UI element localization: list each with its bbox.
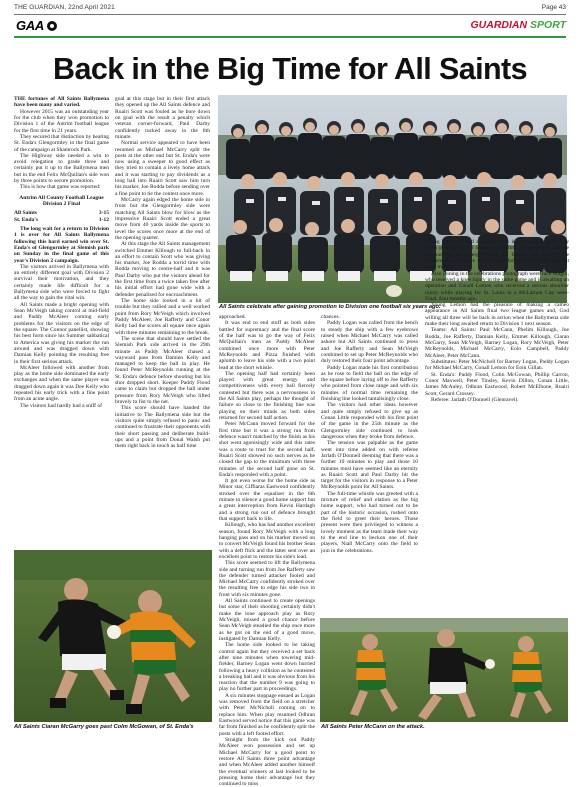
paragraph: The home side looked to be taking control again but they received a set back after nine minutes when towering mid-fielder, Barney Logan went down hurried following a heavy collision as he contested a breaking ball and it was obvious from his reaction that the number 9 was going to play no further part in proceedings.	[219, 642, 315, 693]
gaa-logo-text: GAA	[16, 18, 44, 33]
paragraph: The scene that should have settled the Slemish Park side arrived in the 29th minute as Paddy McAleer chased a wayward pass from Damien Kelly and managed to keep the ball in play. He found Peter McReynolds running at the St. Enda's defence before shooting but his shot dropped short. Keeper Paddy Flood came to claim but dropped the ball under pressure from Rory McVeigh who lifted bravely to fist to the net.	[115, 335, 210, 405]
article-column-1	[14, 96, 109, 548]
gaa-logo	[14, 19, 60, 33]
tackle-photo-image	[14, 550, 212, 722]
page-number: Page 43	[541, 4, 566, 11]
paragraph: This score should have handed the initiative to The Ballymena side but the visitors quite simply refused to panic and continued to frustrate their opponents with their short passing and deliberate build-ups and a point from Donal Walsh put them right back in touch as half time	[115, 405, 210, 450]
paragraph: The visitors arrived in Ballymena with an entirely different goal with Division 2 survival their motivation, and they certainly made life difficult for a Ballymena side who were forced to fight all the way to gain the vital win.	[14, 263, 109, 302]
article-column-3	[219, 314, 315, 787]
tackle-photo-caption: All Saints Ciaran McGarry goes past Colm McGowan, of St. Enda's	[14, 724, 194, 730]
paragraph: Also joining in the celebrations photograph were Jack Magill, who received a knee injury in the same game and is awaiting an operation and Conall Lemon who received a serious shoulder injury while playing for St. Louis in a McLarnon Cup semi-Final, four months ago.	[425, 270, 569, 302]
paragraph: They secured that distinction by beating St. Enda's Glengormley in the final game of the campaign at Shamrock Park.	[14, 133, 109, 153]
paragraph: At this stage the All Saints management switched Emmet Killough to full-back in an effort to contain Scott who was giving his marker, Joe Rodda a torrid time with Rodda moving to centre-half and it was Paul Darby who put the visitors ahead for the first time from a twice taken free after his initial effort had gone wide with a defender penalised for encroachment.	[115, 241, 210, 298]
team-score: 1-12	[98, 216, 109, 223]
football-icon	[47, 21, 57, 31]
paragraph: The visitors had hardly had a sniff of	[20, 402, 103, 409]
article-column-5	[425, 239, 569, 624]
mccann-photo-caption: All Saints Peter McCann on the attack.	[321, 724, 425, 730]
team-list: Teams: All Saints: Paul McCann, Phelim Killough, Joe Rodda, Joe Rafferty, Damian Kelly, Emmet Killough, Ciaran McGarry, Sean McVeigh, Barney Logan, Rory McVeigh, Peter McReynolds, Michael McCarry, Eoin Campbell, Paddy McAleer, Peter McCann.	[425, 327, 569, 359]
section-bar	[14, 19, 566, 35]
paragraph: The opening half had certainly been played with great energy and competitiveness with every ball fiercely contested but there was a nervousness in the All Saints play, perhaps the thought of failure so close to the finishing line was playing on their minds as both sides returned for second half action.	[219, 370, 315, 421]
substitutes-list: Substitutes: Peter McNicholl for Barney Logan, Paddy Logan for Michael McCarry, Conall Lemon for Eoin Gillan.	[425, 358, 569, 372]
paragraph: The home side looked in a bit of trouble but they rallied and a well worked point from Rory McVeigh which involved Paddy McAleer, Joe Rafferty and Conor Kelly had the scores all square once again with three minutes remaining to the break.	[115, 298, 210, 336]
paragraph: McCarry again edged the home side in front but the Glengormley side were matching All Saints blow for blow as the impressive Ruairi Scott ended a great move from 40 yards inside the sports to level the scores once more at the end of the opening quarter.	[115, 197, 210, 241]
paragraph: The tension was palpable as the game went into time added on with referee Jarlath O'Donnell deeming that there was a further 10 minutes to play and those 10 minutes must have seemed like an eternity as Ruairi Scott and Paul Darby hit the target for the visitors in response to a Peter McReynolds point for All Saints.	[321, 440, 418, 491]
masthead-date: THE GUARDIAN, 22nd April 2021	[14, 4, 115, 11]
paragraph: Paddy Logan made his first contribution as he rose to field the ball on the edge of the square before laying off to Joe Rafferty who pointed from close range and with six minutes of normal time remaining the finishing line looked tantalisingly close.	[321, 364, 418, 403]
paragraph: Young Niall received a serious neck injury back in early July when playing for All Saints in the Tom Football final and the unassuming lad emerged from his father's car wearing the Cinderella neck brace he has been forced to wear for the last three months.	[425, 239, 569, 271]
team-name: St. Enda's	[14, 216, 39, 223]
paragraph: It got even worse for the home side as Minor star, Ciffiaras Eastwood confidently stroked over the equaliser in the 6th minute to silence a good home support but a great interception from Kevin Hardagh and a strong run out of defence brought that support back to life.	[219, 478, 315, 522]
paragraph: chances.	[321, 314, 340, 320]
paragraph: Peter McCann moved forward for the first time but it was a strong run from defence wasn't matched by the finish as his shot went agonisingly wide and this rates was a route to trust for the second half. Ruairi Scott showed no such nerves as he closed the gap to the minimum with three minutes of the second half gone on St. Enda's responded with a point.	[219, 421, 315, 478]
article-column-2	[115, 96, 210, 546]
report-intro: The long wait for a return to Division 1 is over for All Saints Ballymena following this hard earned win over St. Enda's of Glengormley at Slemish park on Sunday in the final game of this year's Division 2 campaign.	[14, 225, 109, 264]
paragraph: The Highway side needed a win to avoid relegation to grade three and certainly put it up to the Ballymena men but in the end Felix McQuillan's side won by three points to secure promotion.	[14, 152, 109, 185]
top-rule	[14, 14, 566, 15]
team-score: 3-15	[98, 210, 109, 217]
paragraph: Straight from the kick out Paddy McAleer won possession and set up Michael McCarry for a good point to restore All Saints three point advantage and when McAleer added another himself the eventual winners at last looked to be pressing home their advantage but they continued to miss	[219, 736, 315, 787]
mccann-attack-photo	[320, 618, 568, 722]
paragraph: Killough, who has had another excellent season, found Rory McVeigh with a long hanging pass and on his marker moved on to convert McVeigh found his brother Sean with a deft flick and the latter sent over an excellent point to restore his side's lead.	[219, 522, 315, 560]
paragraph: This is how that game was reported:	[20, 184, 101, 191]
paragraph: The full-time whistle was greeted with a mixture of relief and elation as the big home support, who had turned out to be part of the historic occasion, rushed onto the field to greet their heroes. Those present were then privileged to witness a lovely moment as the team made their way to the end line to beckon one of their players, Niall McCarry onto the field to join in the celebrations.	[321, 490, 418, 554]
brand-guardian: GUARDIAN	[470, 19, 528, 31]
paragraph: The visitors had other ideas however and quite simply refused to give up as Conan Little responded with his first point of the game in the 25th minute as the Glengormley side continued to look dangerous when they broke from defence.	[321, 402, 418, 440]
paragraph: All Saints continued to create openings but some of their shooting certainly didn't make the lone approach play as Rory McVeigh, missed a good chance before Sean McVeigh steadied the ship once more as he got on the end of a good move, instigated by Damian Kelly.	[219, 598, 315, 642]
team-name: All Saints	[14, 210, 37, 217]
referee-line: Referee: Jarlath O'Donnell (Glenravel).	[431, 396, 519, 403]
paragraph: All Saints made a bright opening with Sean McVeigh taking control at mid-field and Paddy McAleer coming early problems for the visitors on the edge of the square. The Connor panellist, showing his best form since his Summer sabbatical to America was giving his marker the run around and was dragged down with Damian Kelly pointing the resulting free in their first serious attack.	[14, 301, 109, 365]
guardian-sport-brand	[471, 19, 567, 33]
paragraph: It was end to end stuff as both sides battled for supremacy and the final score of the half was to go the way of Felix McQuillan's men as Paddy McAleer combined once more with Peter McReynolds and Pizza finished with aplomb to leave his side with a two point lead at the short whistle.	[219, 320, 315, 371]
tackle-photo	[14, 550, 212, 722]
paragraph: approached.	[219, 314, 246, 320]
lede: THE fortunes of All Saints Ballymena have been many and varied.	[14, 96, 109, 109]
headline: Back in the Big Time for All Saints	[53, 52, 527, 86]
brand-sport: SPORT	[530, 19, 566, 31]
team-photo-caption: All Saints celebrate after gaining promotion to Division one football six years ago.	[219, 304, 441, 310]
mccann-photo-image	[320, 618, 568, 722]
paragraph: This score seemed to lift the Ballymena side and turning run from Joe Rafferty saw the defender turned attacker fooled and Michael McCarry confidently stroked over the resulting free to edge his side two in front with six minutes gone.	[219, 560, 315, 598]
team-list: St. Enda's: Paddy Flood, Colin McGowan, Phillip Carron, Conor Maxwell, Peter Tinsley, Kevin Dillon, Conan Little, James McAuley, Odhran Eastwood, Robert McElhone, Ruairi Scott, Gerard Crossey.	[425, 371, 569, 397]
paragraph: However 2015 was an outstanding year for the club when they won promotion to Division 1 of the Antrim football league for the first time in 21 years.	[14, 108, 109, 134]
paragraph: Paddy Logan was called from the bench to steady the ship with a few eyebrows raised when Michael McCarry was called ashore but All Saints continued to press and Joe Rafferty and Sean McVeigh combined to set up Peter McReynolds who duly restored their four point advantage.	[321, 320, 418, 365]
section-rule	[14, 36, 566, 38]
paragraph: goal at this stage but in their first attack they opened up the All Saints defence and Ruairi Scott was fouled as he bore down on goal with the result a penalty which veteran corner-forward, Paul Darby confidently tucked away in the 8th minute.	[115, 96, 210, 140]
paragraph: Young Lemon had the pleasure of making a cameo appearance in All Saints final two league games and, God willing all three will be back in action when the Ballymena side make their long awaited return to Division 1 next season.	[425, 302, 569, 328]
paragraph: Normal service appeared to have been resumed as Michael McCarry split the posts at the other end but St. Enda's were now using a sweeper to good effect as they tried to contain a lively home attack and it was starting to pay dividends as a long ball into Ruairi Scott saw him turn his marker, Joe Rodda before sending over a fine point to tie the contest once more.	[115, 140, 210, 197]
paragraph: A six minutes stoppage ensued as Logan was removed from the field on a stretcher with Peter McNicholl coming on to replace him. When play resumed Odhran Eastwood served notice that this game was far from finished as he confidently split the posts with a left footed effort.	[219, 692, 315, 737]
paragraph: McAleer followed with another from play as the home side dominated the early exchanges and when the same player was dragged down again it was Dee Kelly who repeated his early trick with a fine point from an acute angle.	[14, 364, 109, 403]
report-heading: Antrim All County Football League Division 2 Final	[19, 194, 104, 207]
